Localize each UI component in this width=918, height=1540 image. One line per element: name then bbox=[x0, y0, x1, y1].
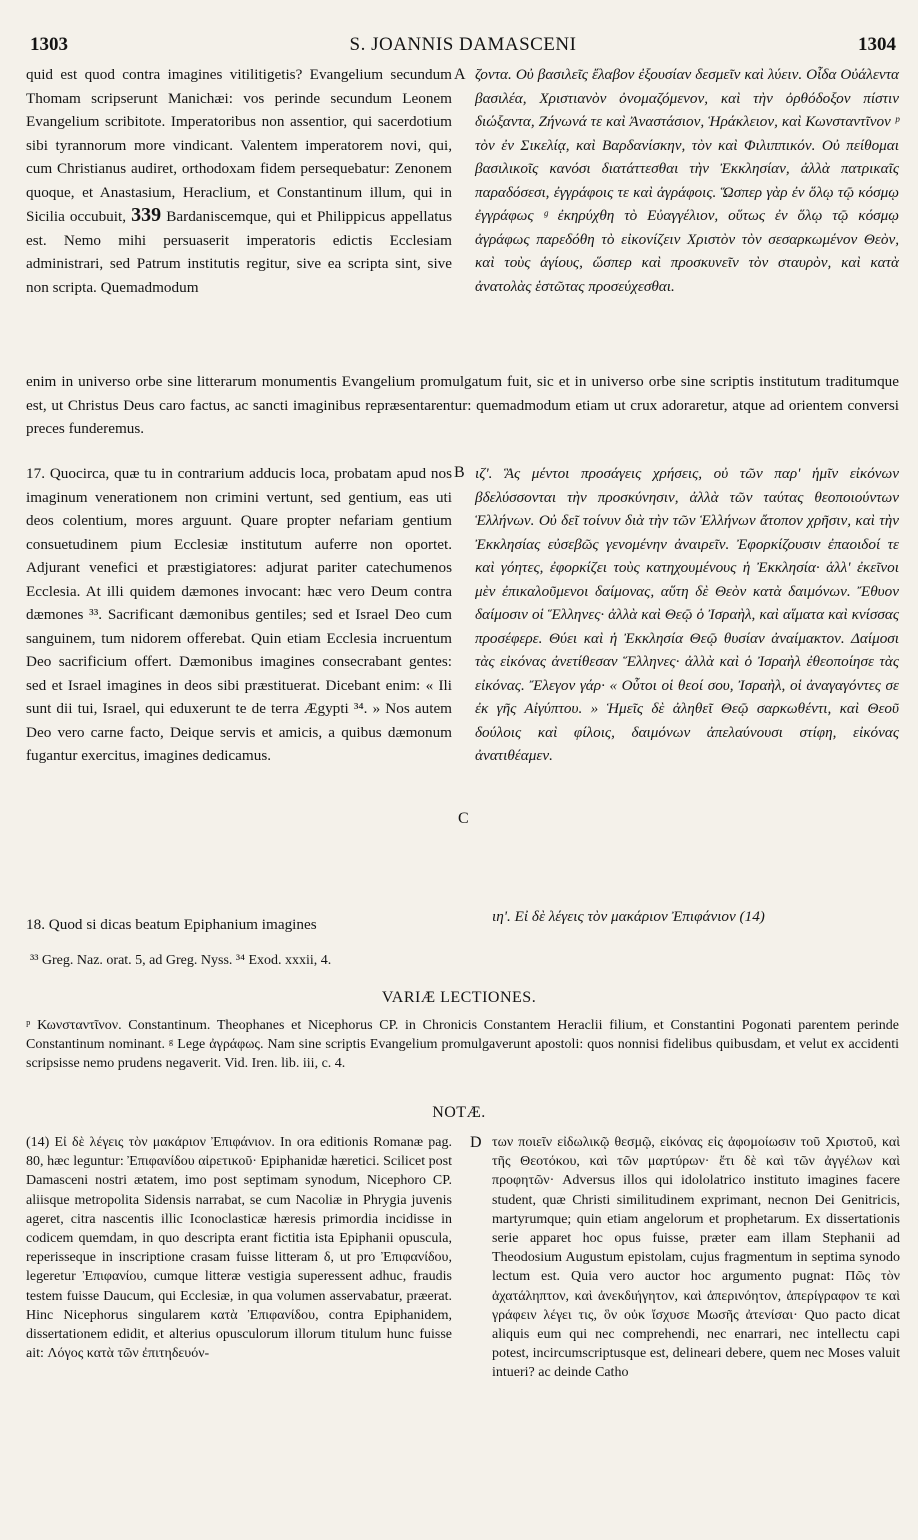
greek-text: ζοντα. Οὐ βασιλεῖς ἔλαβον ἐξουσίαν δεσμεῖν καὶ λύειν. Οἶδα Οὐάλεντα βασιλέα, Χριστιανὸν ὀνομαζόμενον, καὶ τὴν ὀρθόδοξον πίστιν διώξαντα, Ζήνωνά τε καὶ Ἀναστάσιον, Ἡράκλειον, καὶ Κωνσταντῖνον ᵖ τὸν ἐν Σικελίᾳ, καὶ Βαρδανίσκην, τὸν καὶ Φιλιππικόν. Οὐ πείθομαι βασιλικοῖς κανόσι διατάττεσθαι τὴν Ἐκκλησίαν, ἀλλὰ πατρικαῖς παραδόσεσι, ἐγγράφοις τε καὶ ἀγράφοις. Ὥσπερ γὰρ ἐν ὅλῳ τῷ κόσμῳ ἐγγράφως ᵍ ἐκηρύχθη τὸ Εὐαγγέλιον, οὕτως ἐν ὅλῳ τῷ κόσμῳ ἀγράφως παρεδόθη τὸ εἰκονίζειν Χριστὸν τὸν σεσαρκωμένον Θεὸν, καὶ τοὺς ἁγίους, ὥσπερ καὶ προσκυνεῖν τὸν σταυρὸν, καὶ κατὰ ἀνατολὰς ἑστῶτας προσεύχεσθαι. bbox=[475, 66, 899, 295]
running-header bbox=[30, 34, 896, 60]
latin-text-17: 17. Quocirca, quæ tu in contrarium adducis loca, probatam apud nos imaginum venerationem non crimini vertunt, sed gentium, eas uti deos colentium, mores arguunt. Quare propter nefariam gentium consuetudinem pium Ecclesiæ institutum auferre non oportet. Adjurant venefici et præstigiatores: adjurat pariter catechumenos Ecclesia. At illi quidem dæmones invocant: hæc vero Deum contra dæmones ³³. Sacrificant dæmonibus gentiles; sed et Israel Deo cum sanguinem, tum nidorem offerebat. Quin etiam Ecclesia incruentum Deo sacrificium offert. Dæmonibus imagines consecrabant gentes: sed et Israel imagines in deos sibi præstituerat. Dicebant enim: « Ili sunt dii tui, Israel, qui eduxerunt te de terra Ægypti ³⁴. » Nos autem Deo vero carne facto, Deique servis et amicis, a quibus dæmonum fugantur exercitus, imagines dedicamus. bbox=[26, 465, 452, 764]
greek-text-18: ιη'. Εἰ δὲ λέγεις τὸν μακάριον Ἐπιφάνιον (14) bbox=[492, 908, 765, 925]
latin-text-cont: Bardaniscemque, qui et Philippicus appellatus est. Nemo mihi persuaserit imperatoris edictis Ecclesiam administrari, sed Patrum institutis regitur, sive ea scripta sint, sive non scripta. Quemadmodum bbox=[26, 208, 453, 296]
notae-heading: NOTÆ. bbox=[432, 1104, 486, 1121]
margin-marker-c: C bbox=[458, 810, 469, 827]
greek-paragraph-17 bbox=[475, 462, 899, 768]
section-number-339: 339 bbox=[131, 204, 162, 226]
variae-heading: VARIÆ LECTIONES. bbox=[381, 989, 537, 1006]
notes-left-column bbox=[26, 1133, 452, 1363]
notes-right-column bbox=[492, 1133, 900, 1383]
greek-column-top bbox=[475, 63, 899, 298]
notes-left-text: (14) Εἰ δὲ λέγεις τὸν μακάριον Ἐπιφάνιον. In ora editionis Romanæ pag. 80, hæc leguntur: Ἐπιφανίδου αἱρετικοῦ· Epiphanidæ hæretici. Scilicet post Damasceni nostri ætatem, imo post septimam synodum, Nicephoro CP. aliisque metropolita Sidensis narrabat, se cum Nacoliæ in Phrygia juvenis ageret, citra nascentis illic Iconoclasticæ hæresis primordia incidisse in codicem quemdam, in quo descripta erant fictitia ista Epiphanii opuscula, reperisseque in inscriptione crasam fuisse litteram δ, ut pro Ἐπιφανίδου, legeretur Ἐπιφανίου, cumque litteræ vestigia superessent adhuc, fraudis testem fuisse Daucum, qui Ecclesiæ, in qua volumen asservabatur, præerat. Hinc Nicephorus singularem κατὰ Ἐπιφανίδου, contra Epiphanidem, dissertationem edidit, et alterius opusculorum illorum titulum hunc fuisse ait: Λόγος κατὰ τῶν ἐπιτηδευόν- bbox=[26, 1135, 452, 1362]
page-number-right: 1304 bbox=[858, 34, 896, 55]
latin-paragraph-17 bbox=[26, 462, 452, 768]
page-number-left: 1303 bbox=[30, 34, 68, 55]
footnote-line: ³³ Greg. Naz. orat. 5, ad Greg. Nyss. ³⁴ Exod. xxxii, 4. bbox=[30, 953, 332, 968]
latin-column-top bbox=[26, 63, 452, 299]
latin-text: quid est quod contra imagines vitilitigetis? Evangelium secundum Thomam scripserunt Manichæi: vos perinde secundum Leonem Evangelium scribitote. Imperatoribus non assentior, qui sacerdotium sibi tyrannorum more vindicant. Valentem imperatorem novi, qui, cum Christianus audiret, orthodoxam fidem persequebatur: Zenonem quoque, et Anastasium, Heraclium, et Constantinum illum, qui in Sicilia occubuit, bbox=[26, 66, 452, 225]
greek-text-17: ιζ'. Ἃς μέντοι προσάγεις χρήσεις, οὐ τῶν παρ' ἡμῖν εἰκόνων βδελύσσονται τὴν προσκύνησιν, ἀλλὰ τῶν ταύτας θεοποιούντων Ἑλλήνων. Οὐ δεῖ τοίνυν διὰ τὴν τῶν Ἑλλήνων ἄτοπον χρῆσιν, καὶ τὴν Ἐκκλησίας εὐσεβῶς γενομένην ἀναιρεῖν. Ἐφορκίζουσιν ἐπαοιδοί τε καὶ γόητες, ἐφορκίζει τοὺς κατηχουμένους ἡ Ἐκκλησία· ἀλλ' ἐκεῖνοι μὲν ἐπικαλοῦμενοι δαίμονας, αὕτη δὲ Θεὸν κατὰ δαιμόνων. Ἔθυον δαίμοσιν οἱ Ἕλληνες· ἀλλὰ καὶ Θεῷ ὁ Ἰσραὴλ, καὶ αἵματα καὶ κνίσσας προσέφερε. Θύει καὶ ἡ Ἐκκλησία Θεῷ θυσίαν ἀναίμακτον. Δαίμοσι τὰς εἰκόνας ἀνετίθεσαν Ἕλληνες· ἀλλὰ καὶ ὁ Ἰσραὴλ ἐθεοποίησε τὰς εἰκόνας. Ἔλεγον γάρ· « Οὗτοι οἱ θεοί σου, Ἰσραὴλ, οἱ ἀναγαγόντες σε ἐκ γῆς Αἰγύπτου. » Ἡμεῖς δὲ ἀληθεῖ Θεῷ σαρκωθέντι, καὶ Θεοῦ δούλοις καὶ φίλοις, δαιμόνων ἀπελαύνουσι στίφη, εἰκόνας ἀνατιθέαμεν. bbox=[475, 465, 899, 764]
greek-paragraph-18 bbox=[492, 905, 900, 929]
variae-text: ᵖ Κωνσταντῖνον. Constantinum. Theophanes et Nicephorus CP. in Chronicis Constantem Heraclii filium, et Constantini Pogonati parentem perinde Constantinum nominant. ᵍ Lege ἀγράφως. Nam sine scriptis Evangelium promulgaverunt apostoli: quos nonnisi fidelibus quibusdam, et velut ex accidenti scripsisse nemo prudens negaverit. Vid. Iren. lib. iii, c. 4. bbox=[26, 1018, 899, 1071]
notes-right-text: των ποιεῖν εἰδωλικῷ θεσμῷ, εἰκόνας εἰς ἀφομοίωσιν τοῦ Χριστοῦ, καὶ τῆς Θεοτόκου, καὶ τῶν μαρτύρων· ἔτι δὲ καὶ τῶν ἀγγέλων καὶ προφητῶν· Adversus illos qui idololatrico instituto imagines facere student, quæ Christi similitudinem exprimant, necnon Dei Genitricis, martyrumque; quin etiam angelorum et prophetarum. Ex dissertationis serie apparet hoc opus fuisse, præter eam illam Stephanii ad Theodosium Augustum epistolam, cujus fragmentum in septima synodo lectum est. Quia vero auctor hoc argumento pugnat: Πῶς τὸν ἀχατάληπτον, καὶ ἀνεκδιήγητον, καὶ ἀπερινόητον, ἀπερίγραφον τε καὶ γράφειν λέγει τις, ὃν οὐκ ἴσχυσε Μωσῆς ἀτενίσαι· Quo pacto dicat aliquis eum qui nec comprehendi, nec enarrari, nec intellectu capi potest, incircumscriptusque est, delineari debere, quem nec Moses valuit intueri? ac deinde Catho bbox=[492, 1135, 900, 1381]
running-title: S. JOANNIS DAMASCENI bbox=[349, 34, 577, 55]
latin-text-18: 18. Quod si dicas beatum Epiphanium imagines bbox=[26, 916, 317, 933]
latin-paragraph-18 bbox=[26, 913, 452, 937]
margin-marker-b: B bbox=[454, 464, 465, 481]
latin-full-width-paragraph: enim in universo orbe sine litterarum monumentis Evangelium promulgatum fuit, sic et in universo orbe sine scriptis institutum traditumque est, ut Christus Deus caro factus, ac sancti imaginibus repræsentarentur: quemadmodum etiam ut crux adoraretur, atque ad orientem conversi preces funderemus. bbox=[26, 373, 899, 437]
margin-marker-d: D bbox=[470, 1134, 482, 1151]
margin-marker-a: A bbox=[454, 66, 466, 83]
